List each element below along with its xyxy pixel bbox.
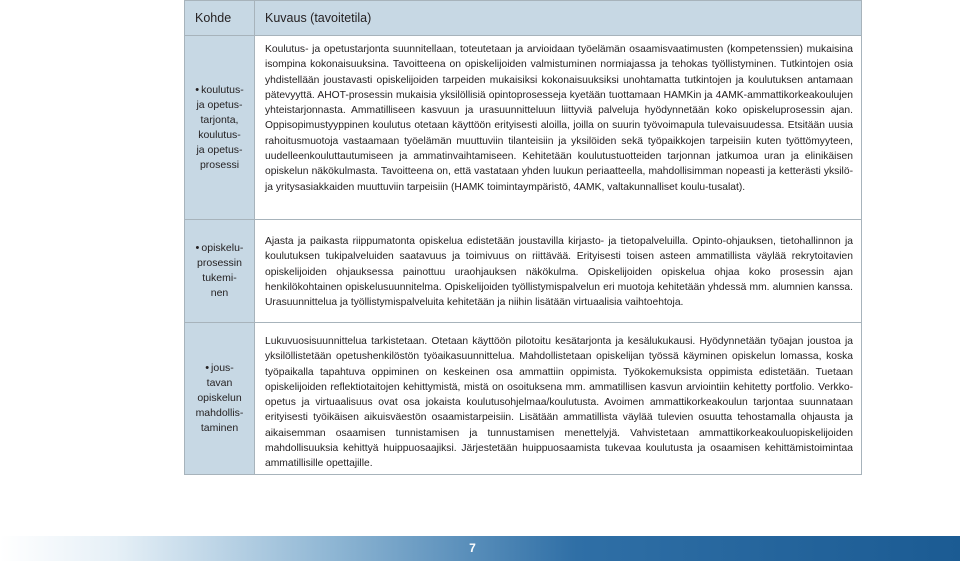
row-description: Ajasta ja paikasta riippumatonta opiskelua edistetään joustavilla kirjasto- ja tietopalveluilla. Opinto-ohjauksen, tietohallinnon ja koulutuksen tukipalveluiden saatavuus ja toimivuus on riittävää. Erityisesti toisen asteen ammatillista väylää rekrytoitavien opiskelijoiden ohjauksessa painottuu uraohjauksen näkökulma. Opiskelijoiden opiskelua ohjaa koko prosessin ajan henkilökohtainen opiskelusuunnitelma. Opiskelijoiden työllistymispalvelun eri muotoja kehitetään yhdessä mm. alumnien kanssa. Urasuunnittelua ja työllistymispalveluita kehitetään ja niihin lisätään virtuaalisia vaihtoehtoja.	[265, 236, 853, 309]
bullet-icon: •	[205, 362, 210, 374]
row-label-cell	[185, 220, 255, 322]
header-target: Kohde	[185, 1, 255, 36]
objectives-table	[184, 0, 862, 475]
row-label-cell	[185, 36, 255, 219]
row-divider	[185, 322, 861, 323]
row-divider	[185, 219, 861, 220]
bullet-icon: •	[195, 83, 200, 96]
row-label: • koulutus- ja opetus- tarjonta, koulutus- ja opetus- prosessi	[195, 83, 244, 171]
row-label: • jous- tavan opiskelun mahdollis- taminen	[195, 362, 244, 434]
bullet-icon: •	[195, 242, 200, 254]
row-description: Koulutus- ja opetustarjonta suunnitellaan, toteutetaan ja arvioidaan työelämän osaamisvaatimusten (kompetenssien) mukaisina isompina kokonaisuuksina. Tavoitteena on opiskelijoiden valmistuminen normiajassa ja tehokas työllistyminen. Tutkintojen osia yhdistellään joustavasti opiskelijoiden tarpeiden mukaisiksi kokonaisuuksiksi unohtamatta tutkintojen ja koulutuksen antamaan pätevyyttä. AHOT-prosessin mukaisia yksilöllisiä opintoprosesseja kyetään tuottamaan HAMKin ja 4AMK-ammattikorkeakoulujen yhteistarjonnasta. Ammatilliseen kasvuun ja urasuunnitteluun liittyviä palveluja hyödynnetään koko opiskeluprosessin ajan. Oppisopimustyyppinen koulutus otetaan käyttöön erityisesti aloilla, joilla on suurin työvoimapula tulevaisuudessa. Etsitään uusia rahoitusmuotoja vastaamaan työelämän muuttuviin tilanteisiin ja yksilöiden sekä työpaikkojen tarpeisiin kuten työttömyyteen, uudelleenkouluttautumiseen ja ammatinvaihtamiseen. Kehitetään koulutustuotteiden tarjonnan jatkumoa uran ja elinikäisen opiskelun näkökulmasta. Tavoitteena on, että vastataan yhden luukun periaatteella, mahdollisimman nopeasti ja ketterästi yksilö- ja yritysasiakkaiden muuttuviin tarpeisiin (HAMK toimintaympäristö, 4AMK, valtakunnalliset koulu-tusalat).	[265, 44, 853, 193]
row-label: • opiskelu- prosessin tukemi- nen	[195, 242, 244, 299]
header-description: Kuvaus (tavoitetila)	[255, 1, 861, 36]
page-number: 7	[469, 541, 476, 555]
row-label-cell	[185, 323, 255, 474]
row-description: Lukuvuosisuunnittelua tarkistetaan. Otetaan käyttöön pilotoitu kesätarjonta ja kesälukukausi. Hyödynnetään työajan joustoa ja yksilöllistetään opetushenkilöstön työaikasuunnittelua. Mahdollistetaan opiskelijan työssä käyminen opiskelun lomassa, koska työpaikalla tapahtuva oppiminen on keskeinen osa ammattiin oppimista. Työkokemuksista oppimista edistetään. Tuetaan opiskelijoiden reflektiotaitojen kehittymistä, mistä on osoituksena mm. ammatillisen kasvun arviointiin kehitetty portfolio. Verkko-opetus ja virtuaalisuus ovat osa jokaista koulutusohjelmaa/koulutusta. Avoimen ammattikorkeakoulun tarjontaa suunnataan erityisesti työikäisen aikuisväestön osaamistarpeisiin. Lisätään ammatillista väylää tulevien osuutta tehostamalla ohjausta ja aikaisemman osaamisen tunnistamisen ja tunnustamisen menettelyjä. Vahvistetaan ammattikorkeakouluopiskelijoiden mahdollisuuksia kehittyä huippuosaajiksi. Järjestetään huippuosaamista tukevaa koulutusta ja osaamisen kehittämistoimintaa ammatillisille opettajille.	[265, 336, 853, 470]
